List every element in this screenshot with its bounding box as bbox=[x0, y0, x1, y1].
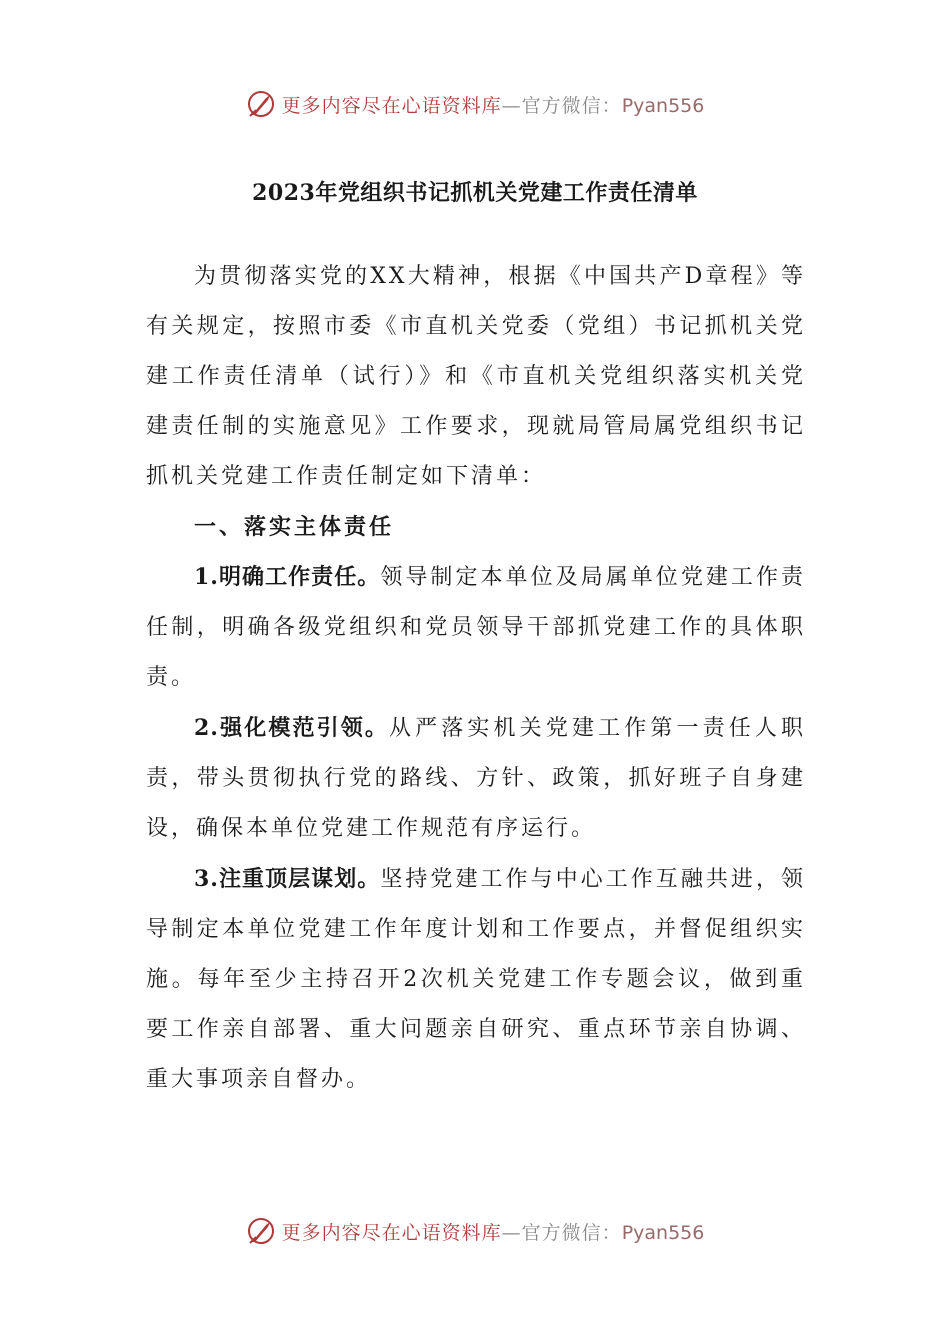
watermark-wechat-label: 官方微信： bbox=[521, 94, 622, 117]
quill-pen-logo-icon bbox=[246, 1216, 276, 1246]
watermark-site-text: 更多内容尽在心语资料库 bbox=[281, 94, 502, 117]
list-item bbox=[146, 703, 806, 854]
item-body: 领导制定本单位及局属单位党建工作责任制，明确各级党组织和党员领导干部抓党建工作的具体职责。 bbox=[146, 565, 806, 690]
watermark-text bbox=[282, 1218, 705, 1245]
document-body bbox=[146, 252, 806, 1105]
item-body: 从严落实机关党建工作第一责任人职责，带头贯彻执行党的路线、方针、政策，抓好班子自身建设，确保本单位党建工作规范有序运行。 bbox=[146, 716, 806, 841]
watermark-wechat-id: Pyan556 bbox=[621, 1221, 705, 1244]
watermark-dash: — bbox=[501, 1221, 522, 1244]
list-item bbox=[146, 854, 806, 1105]
item-title: 2.强化模范引领。 bbox=[194, 715, 390, 741]
document-title: 2023年党组织书记抓机关党建工作责任清单 bbox=[252, 180, 698, 206]
item-title: 1.明确工作责任。 bbox=[194, 564, 381, 590]
intro-paragraph: 为贯彻落实党的XX大精神，根据《中国共产D章程》等有关规定，按照市委《市直机关党委（党组）书记抓机关党建工作责任清单（试行）》和《市直机关党组织落实机关党建责任制的实施意见》工作要求，现就局管局属党组织书记抓机关党建工作责任制定如下清单： bbox=[146, 264, 806, 489]
section-heading: 一、落实主体责任 bbox=[194, 514, 395, 540]
quill-pen-logo-icon bbox=[246, 89, 276, 119]
footer-watermark bbox=[0, 1211, 950, 1251]
watermark-dash: — bbox=[501, 94, 522, 117]
item-body: 坚持党建工作与中心工作互融共进，领导制定本单位党建工作年度计划和工作要点，并督促组织实施。每年至少主持召开2次机关党建工作专题会议，做到重要工作亲自部署、重大问题亲自研究、重点环节亲自协调、重大事项亲自督办。 bbox=[146, 867, 806, 1092]
watermark-wechat-label: 官方微信： bbox=[521, 1221, 622, 1244]
header-watermark bbox=[0, 84, 950, 124]
item-title: 3.注重顶层谋划。 bbox=[194, 866, 381, 892]
watermark-wechat-id: Pyan556 bbox=[621, 94, 705, 117]
watermark-text bbox=[282, 91, 705, 118]
watermark-site-text: 更多内容尽在心语资料库 bbox=[281, 1221, 502, 1244]
list-item bbox=[146, 552, 806, 703]
